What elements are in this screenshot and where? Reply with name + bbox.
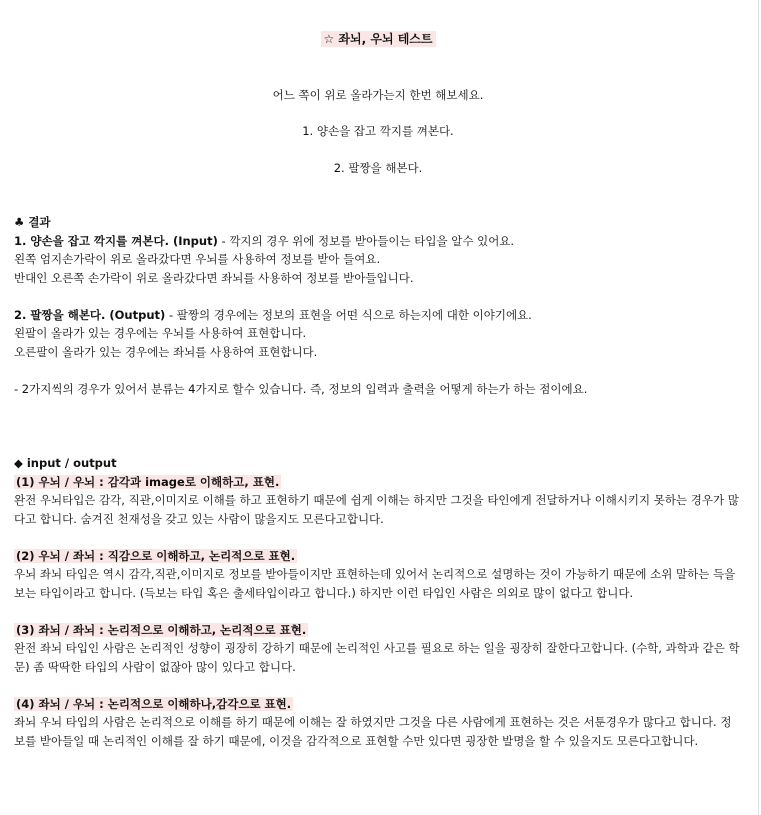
blank-line <box>14 528 742 547</box>
result-item-1 <box>14 232 742 251</box>
intro-step-1: 1. 양손을 잡고 깍지를 껴본다. <box>302 124 454 138</box>
blank-line <box>14 602 742 621</box>
blank-line <box>14 361 742 380</box>
page-title-text: ☆ 좌뇌, 우뇌 테스트 <box>321 31 436 47</box>
page-title <box>14 30 742 47</box>
result-item-1-line-3: 반대인 오른쪽 손가락이 위로 올라갔다면 좌뇌를 사용하여 정보를 받아들입니다. <box>14 270 414 285</box>
type-4-title-text: (4) 좌뇌 / 우뇌 : 논리적으로 이해하나,감각으로 표현. <box>16 696 292 711</box>
result-section <box>14 213 742 398</box>
type-1-text: 완전 우뇌타입은 감각, 직관,이미지로 이해를 하고 표현하기 때문에 쉽게 이해는 하지만 그것을 타인에게 전달하거나 이해시키지 못하는 경우가 많다고 합니다. 숨겨진 천재성을 갖고 있는 사람이 많을지도 모른다고합니다. <box>14 493 739 526</box>
type-4-text: 좌뇌 우뇌 타입의 사람은 논리적으로 이해를 하기 때문에 이해는 잘 하였지만 그것을 다른 사람에게 표현하는 것은 서툰경우가 많다고 합니다. 정보를 받아들일 때 논리적인 이해를 잘 하기 때문에, 이것을 감각적으로 표현할 수만 있다면 굉장한 발명을 할 수 있을지도 모른다고합니다. <box>14 715 732 748</box>
type-1-title <box>14 473 742 492</box>
result-item-2-line-3: 오른팔이 올라가 있는 경우에는 좌뇌를 사용하여 표현합니다. <box>14 344 318 359</box>
result-heading: ♣ 결과 <box>14 215 51 229</box>
result-item-2 <box>14 306 742 325</box>
intro-instruction: 어느 쪽이 위로 올라가는지 한번 해보세요. <box>272 88 484 102</box>
result-item-1-title: 1. 양손을 잡고 깍지를 껴본다. (Input) <box>14 233 218 248</box>
result-item-2-line-2: 왼팔이 올라가 있는 경우에는 우뇌를 사용하여 표현합니다. <box>14 326 307 340</box>
result-item-1-line-2: 왼쪽 엄지손가락이 위로 올라갔다면 우뇌를 사용하여 정보를 받아 들여요. <box>14 252 381 266</box>
intro-step-2: 2. 팔짱을 해본다. <box>333 161 423 175</box>
type-2-text: 우뇌 좌뇌 타입은 역시 감각,직관,이미지로 정보를 받아들이지만 표현하는데 있어서 논리적으로 설명하는 것이 가능하기 때문에 소위 말하는 득을 보는 타입이라고 합니다. (득보는 타입 혹은 출세타입이라고 합니다.) 하지만 이런 타입인 사람은 의외로 많이 없다고 합니다. <box>14 567 736 600</box>
result-item-1-desc: - 깍지의 경우 위에 정보를 받아들이는 타입을 알수 있어요. <box>217 233 515 248</box>
page-edge-rule <box>758 0 759 815</box>
result-item-2-desc: - 팔짱의 경우에는 정보의 표현을 어떤 식으로 하는지에 대한 이야기에요. <box>165 307 532 322</box>
io-heading: ◆ input / output <box>14 456 117 470</box>
result-item-2-title: 2. 팔짱을 해본다. (Output) <box>14 307 166 322</box>
blank-line <box>14 287 742 306</box>
type-1-title-text: (1) 우뇌 / 우뇌 : 감각과 image로 이해하고, 표현. <box>16 474 280 489</box>
io-section <box>14 454 742 750</box>
type-3-title-text: (3) 좌뇌 / 좌뇌 : 논리적으로 이해하고, 논리적으로 표현. <box>16 622 307 637</box>
type-2-title <box>14 547 742 566</box>
type-2-title-text: (2) 우뇌 / 좌뇌 : 직감으로 이해하고, 논리적으로 표현. <box>16 548 296 563</box>
type-3-title <box>14 621 742 640</box>
type-4-title <box>14 695 742 714</box>
blank-line <box>14 676 742 695</box>
result-summary: - 2가지씩의 경우가 있어서 분류는 4가지로 할수 있습니다. 즉, 정보의 입력과 출력을 어떻게 하는가 하는 점이에요. <box>14 381 588 396</box>
type-3-text: 완전 좌뇌 타입인 사람은 논리적인 성향이 굉장히 강하기 때문에 논리적인 사고를 필요로 하는 일을 굉장히 잘한다고합니다. (수학, 과학과 같은 학문) 좀 딱딱한 타입의 사람이 없잖아 많이 있다고 합니다. <box>14 641 740 674</box>
